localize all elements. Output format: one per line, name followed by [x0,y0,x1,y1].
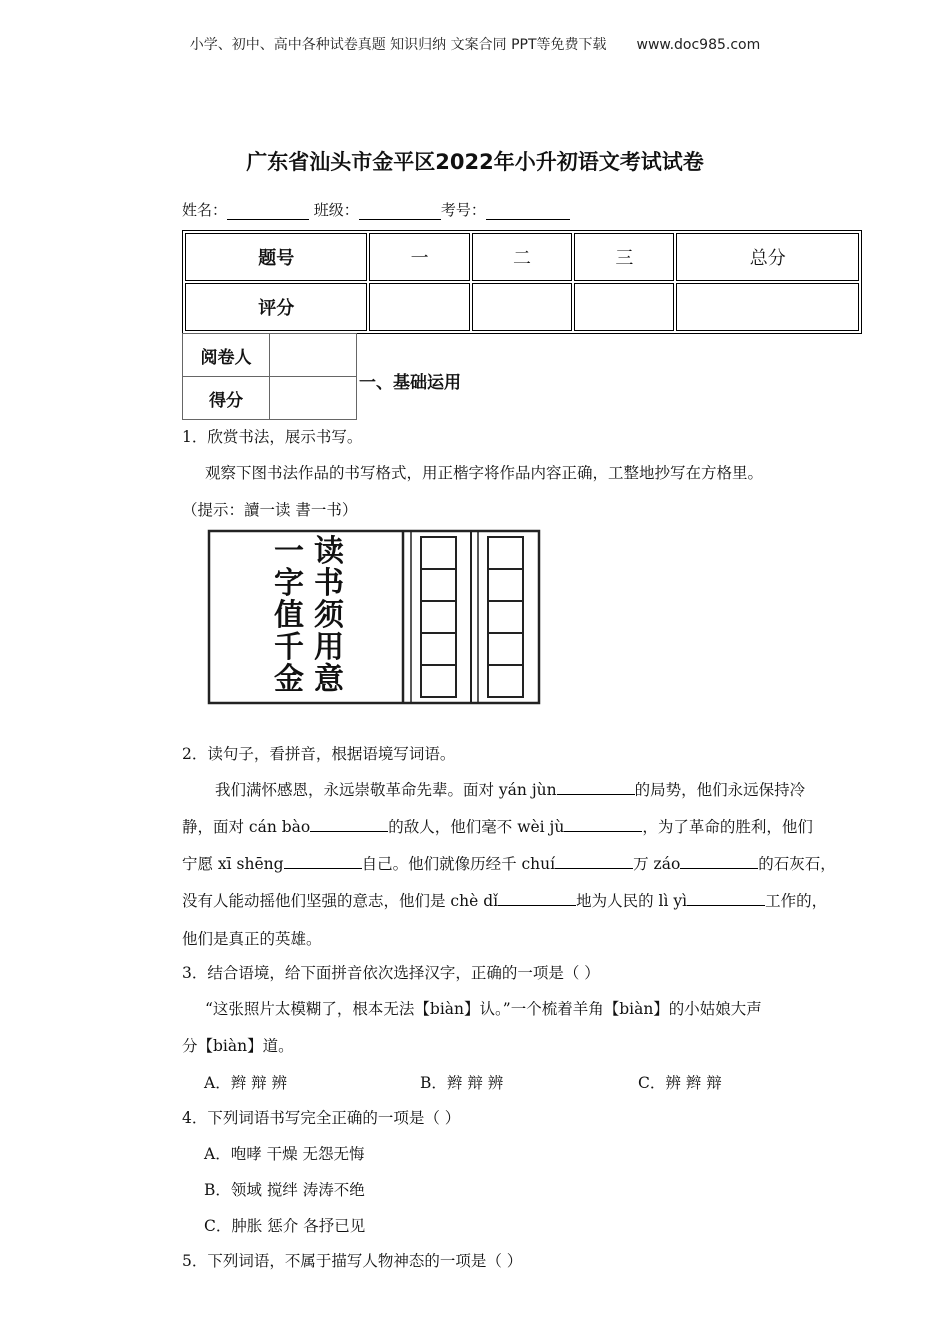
q2-text: 万 záo [633,855,681,873]
score-cell[interactable] [676,283,859,331]
score-cell[interactable] [369,283,469,331]
calligraphy-char: 值 [274,598,304,633]
q4-option-a[interactable]: A．咆哮 干燥 无怨无悔 [204,1145,365,1163]
q2-text: 我们满怀感恩，永远崇敬革命先辈。面对 yán jùn [215,781,557,799]
reviewer-cell[interactable] [270,334,357,377]
name-label: 姓名： [182,201,228,219]
calligraphy-char: 须 [314,598,344,633]
page-header [0,34,950,54]
q2-text: 宁愿 xī shēng [182,855,284,873]
calligraphy-illustration [207,529,543,711]
score-header-cell: 总分 [676,233,859,281]
q2-line: 他们是真正的英雄。 [182,930,322,948]
q3-title: 3．结合语境，给下面拼音依次选择汉字，正确的一项是（ ） [182,964,600,982]
score-header-cell: 二 [472,233,572,281]
calligraphy-char: 金 [274,662,304,697]
q5-title: 5．下列词语，不属于描写人物神态的一项是（ ） [182,1252,523,1270]
q1-body: 观察下图书法作品的书写格式，用正楷字将作品内容正确，工整地抄写在方格里。 [205,464,764,482]
score-header-cell: 一 [369,233,469,281]
q2-text: 工作的， [765,892,828,910]
q2-text: 地为人民的 lì yì [576,892,688,910]
score-header-cell: 三 [574,233,674,281]
q2-line [182,852,836,874]
answer-blank[interactable] [284,853,362,869]
q2-line [182,815,813,837]
exam-no-label: 考号： [440,201,486,219]
q2-title: 2．读句子，看拼音，根据语境写词语。 [182,745,456,763]
answer-blank[interactable] [498,890,576,906]
q2-text: 的局势，他们永远保持冷 [634,781,806,799]
student-info [182,199,570,220]
q2-text: 静，面对 cán bào [182,818,311,836]
header-text: 小学、初中、高中各种试卷真题 知识归纳 文案合同 PPT等免费下载 [189,37,607,53]
q2-line [182,889,827,911]
q3-line: “这张照片太模糊了，根本无法【biàn】认。”一个梳着羊角【biàn】的小姑娘大声 [205,1000,762,1018]
class-field[interactable] [359,219,441,220]
q3-option-b[interactable]: B．辫 辩 辨 [420,1074,504,1092]
answer-blank[interactable] [310,816,388,832]
q4-option-c[interactable]: C．肿胀 惩介 各抒已见 [204,1217,366,1235]
header-url[interactable]: www.doc985.com [636,37,761,53]
answer-blank[interactable] [555,853,633,869]
q3-line: 分【biàn】道。 [182,1037,294,1055]
answer-blank[interactable] [564,816,642,832]
answer-blank[interactable] [557,779,635,795]
exam-no-field[interactable] [486,219,570,220]
calligraphy-char: 千 [274,630,304,665]
score-header-cell: 题号 [185,233,367,281]
q1-title: 1．欣赏书法，展示书写。 [182,428,363,446]
q3-option-c[interactable]: C．辨 辫 辩 [638,1074,722,1092]
calligraphy-char: 读 [314,534,344,569]
q2-text: 的敌人，他们毫不 wèi jù [388,818,565,836]
score-cell[interactable] [472,283,572,331]
q1-hint: （提示：讀一读 書一书） [182,501,358,519]
calligraphy-char: 一 [274,534,304,569]
q4-option-b[interactable]: B．领域 搅绊 涛涛不绝 [204,1181,365,1199]
page-title: 广东省汕头市金平区2022年小升初语文考试试卷 [246,150,704,174]
calligraphy-frame [207,529,543,707]
calligraphy-char: 用 [314,630,344,665]
grader-table [182,333,357,420]
answer-blank[interactable] [680,853,758,869]
q3-option-a[interactable]: A．辫 辩 辨 [204,1074,288,1092]
calligraphy-char: 意 [314,662,344,697]
score-row-label: 评分 [185,283,367,331]
calligraphy-char: 字 [274,566,304,601]
q2-line [215,778,805,800]
calligraphy-char: 书 [314,566,344,601]
grader-score-label: 得分 [183,377,270,420]
score-table [182,230,862,334]
name-field[interactable] [227,219,309,220]
answer-blank[interactable] [687,890,765,906]
q2-text: 的石灰石， [758,855,836,873]
section-heading: 一、基础运用 [359,373,461,393]
q2-text: 没有人能动摇他们坚强的意志，他们是 chè dǐ [182,892,499,910]
q2-text: 自己。他们就像历经千 chuí [361,855,556,873]
q2-text: ，为了革命的胜利，他们 [642,818,813,836]
reviewer-label: 阅卷人 [183,334,270,377]
score-cell[interactable] [574,283,674,331]
class-label: 班级： [313,201,359,219]
q4-title: 4．下列词语书写完全正确的一项是（ ） [182,1109,461,1127]
grader-score-cell[interactable] [270,377,357,420]
